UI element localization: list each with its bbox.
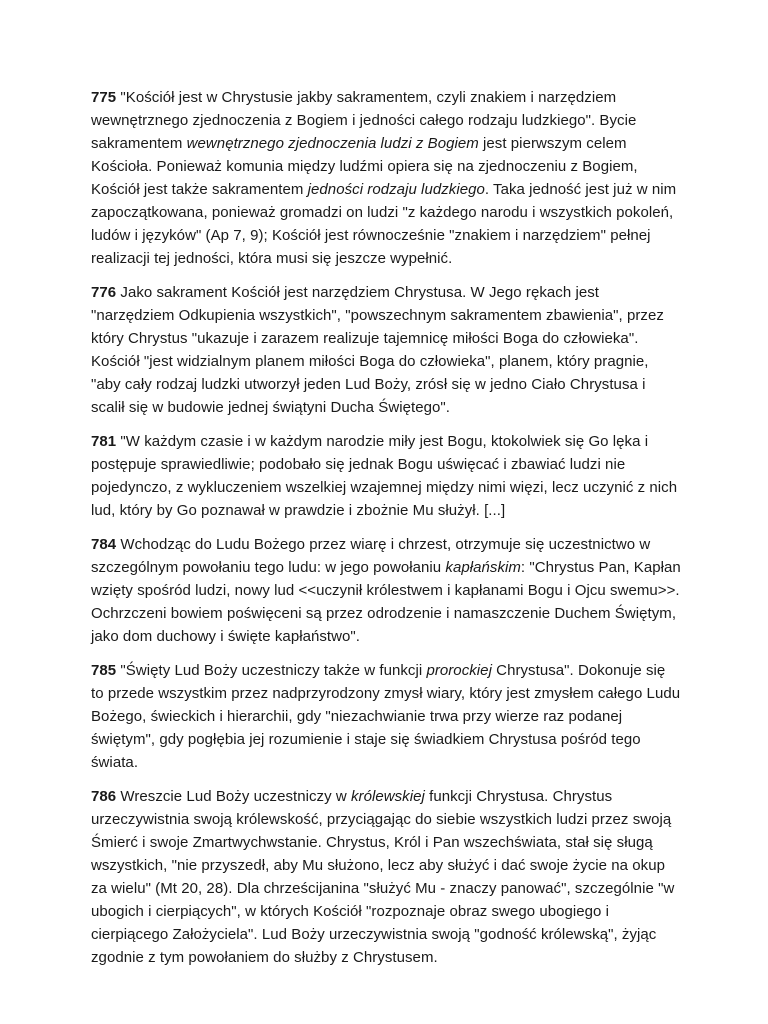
paragraph-784 xyxy=(91,533,681,648)
paragraph-number: 776 xyxy=(91,284,117,301)
paragraph-number: 775 xyxy=(91,89,117,106)
paragraph-text: Jako sakrament Kościół jest narzędziem Chrystusa. W Jego rękach jest "narzędziem Odkupienia wszystkich", "powszechnym sakramentem zbawienia", przez który Chrystus "ukazuje i zarazem realizuje tajemnicę miłości Boga do człowieka". Kościół "jest widzialnym planem miłości Boga do człowieka", planem, który pragnie, "aby cały rodzaj ludzki utworzył jeden Lud Boży, zrósł się w jedno Ciało Chrystusa i scalił się w budowie jednej świątyni Ducha Świętego". xyxy=(91,284,664,416)
paragraph-number: 786 xyxy=(91,788,117,805)
paragraph-text: "Święty Lud Boży uczestniczy także w funkcji xyxy=(116,662,427,679)
paragraph-text: Chrystusa". Dokonuje się to przede wszystkim przez nadprzyrodzony zmysł wiary, który jest zmysłem całego Ludu Bożego, świeckich i hierarchii, gdy "niezachwianie trwa przy wierze raz podanej świętym", gdy pogłębia jej rozumienie i staje się świadkiem Chrystusa pośród tego świata. xyxy=(91,662,681,771)
paragraph-text: "Kościół jest w Chrystusie jakby sakramentem, czyli znakiem i narzędziem wewnętrznego zjednoczenia z Bogiem i jedności całego rodzaju ludzkiego". Bycie sakramentem xyxy=(91,89,637,152)
paragraph-785 xyxy=(91,659,681,774)
paragraph-text: Wchodząc do Ludu Bożego przez wiarę i chrzest, otrzymuje się uczestnictwo w szczególnym powołaniu tego ludu: w jego powołaniu xyxy=(91,536,651,576)
paragraph-emphasis: prorockiej xyxy=(426,662,492,679)
paragraph-number: 784 xyxy=(91,536,117,553)
paragraph-emphasis: kapłańskim xyxy=(445,559,521,576)
paragraph-text: : "Chrystus Pan, Kapłan wzięty spośród ludzi, nowy lud <<uczynił królestwem i kapłanami Bogu i Ojcu swemu>>. Ochrzczeni bowiem poświęceni są przez odrodzenie i namaszczenie Duchem Świętym, jako dom duchowy i święte kapłaństwo". xyxy=(91,559,681,645)
paragraph-number: 785 xyxy=(91,662,117,679)
paragraph-emphasis: jedności rodzaju ludzkiego xyxy=(307,181,485,198)
paragraph-text: . Taka jedność jest już w nim zapoczątkowana, ponieważ gromadzi on ludzi "z każdego narodu i wszystkich pokoleń, ludów i języków" (Ap 7, 9); Kościół jest równocześnie "znakiem i narzędziem" pełnej realizacji tej jedności, która musi się jeszcze wypełnić. xyxy=(91,181,677,267)
paragraph-786 xyxy=(91,785,681,969)
paragraph-text: funkcji Chrystusa. Chrystus urzeczywistnia swoją królewskość, przyciągając do siebie wszystkich ludzi przez swoją Śmierć i swoje Zmartwychwstanie. Chrystus, Król i Pan wszechświata, stał się sługą wszystkich, "nie przyszedł, aby Mu służono, lecz aby służyć i dać swoje życie na okup za wielu" (Mt 20, 28). Dla chrześcijanina "służyć Mu - znaczy panować", szczególnie "w ubogich i cierpiących", w których Kościół "rozpoznaje obraz swego ubogiego i cierpiącego Założyciela". Lud Boży urzeczywistnia swoją "godność królewską", żyjąc zgodnie z tym powołaniem do służby z Chrystusem. xyxy=(91,788,675,966)
paragraph-text: Wreszcie Lud Boży uczestniczy w xyxy=(116,788,351,805)
paragraph-775 xyxy=(91,86,681,270)
paragraph-number: 781 xyxy=(91,433,117,450)
paragraph-781 xyxy=(91,430,681,522)
paragraph-emphasis: królewskiej xyxy=(350,788,425,805)
document-page xyxy=(91,86,681,980)
paragraph-776 xyxy=(91,281,681,419)
paragraph-text: jest pierwszym celem Kościoła. Ponieważ komunia między ludźmi opiera się na zjednoczeniu z Bogiem, Kościół jest także sakramentem xyxy=(91,135,638,198)
paragraph-emphasis: wewnętrznego zjednoczenia ludzi z Bogiem xyxy=(186,135,479,152)
paragraph-text: "W każdym czasie i w każdym narodzie miły jest Bogu, ktokolwiek się Go lęka i postępuje sprawiedliwie; podobało się jednak Bogu uświęcać i zbawiać ludzi nie pojedynczo, z wykluczeniem wszelkiej wzajemnej między nimi więzi, lecz uczynić z nich lud, który by Go poznawał w prawdzie i zbożnie Mu służył. [...] xyxy=(91,433,678,519)
